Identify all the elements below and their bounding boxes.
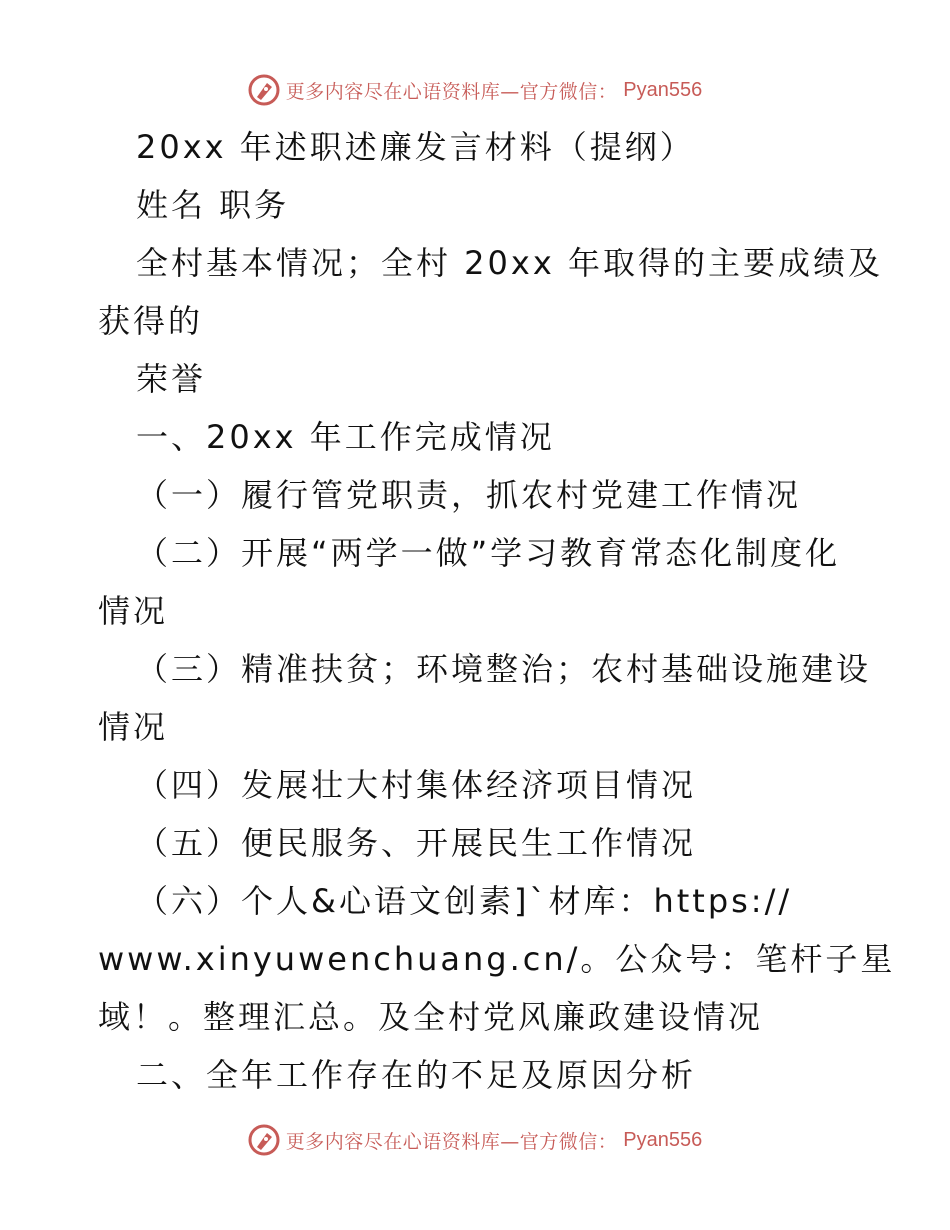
- watermark-wechat-id: Pyan556: [623, 1128, 703, 1151]
- watermark-text: 更多内容尽在心语资料库—官方微信：: [285, 80, 618, 103]
- pen-nib-logo-icon: [248, 74, 280, 106]
- document-line: 姓名 职务: [136, 186, 290, 224]
- document-line: （三）精准扶贫；环境整治；农村基础设施建设: [136, 650, 872, 688]
- document-line: 荣誉: [136, 360, 207, 398]
- document-line: （一）履行管党职责，抓农村党建工作情况: [136, 476, 802, 514]
- watermark-header: [0, 70, 950, 110]
- watermark-text: 更多内容尽在心语资料库—官方微信：: [285, 1130, 618, 1153]
- document-line: 20xx 年述职述廉发言材料（提纲）: [136, 128, 695, 166]
- document-line: （六）个人&心语文创素]`材库：https://: [136, 882, 793, 920]
- document-line: 全村基本情况；全村 20xx 年取得的主要成绩及: [136, 244, 883, 282]
- pen-nib-logo-icon: [248, 1124, 280, 1156]
- document-line: 情况: [98, 592, 169, 630]
- document-line: （二）开展“两学一做”学习教育常态化制度化: [136, 534, 841, 572]
- document-body: [98, 118, 896, 1104]
- document-line: 一、20xx 年工作完成情况: [136, 418, 555, 456]
- document-line: www.xinyuwenchuang.cn/。公众号：笔杆子星: [98, 940, 896, 978]
- watermark-wechat-id: Pyan556: [623, 78, 703, 101]
- document-line: 获得的: [98, 302, 204, 340]
- document-line: 情况: [98, 708, 169, 746]
- document-line: 二、全年工作存在的不足及原因分析: [136, 1056, 697, 1094]
- document-line: （五）便民服务、开展民生工作情况: [136, 824, 697, 862]
- document-line: 域！。整理汇总。及全村党风廉政建设情况: [98, 998, 764, 1036]
- document-line: （四）发展壮大村集体经济项目情况: [136, 766, 697, 804]
- watermark-footer: [0, 1120, 950, 1160]
